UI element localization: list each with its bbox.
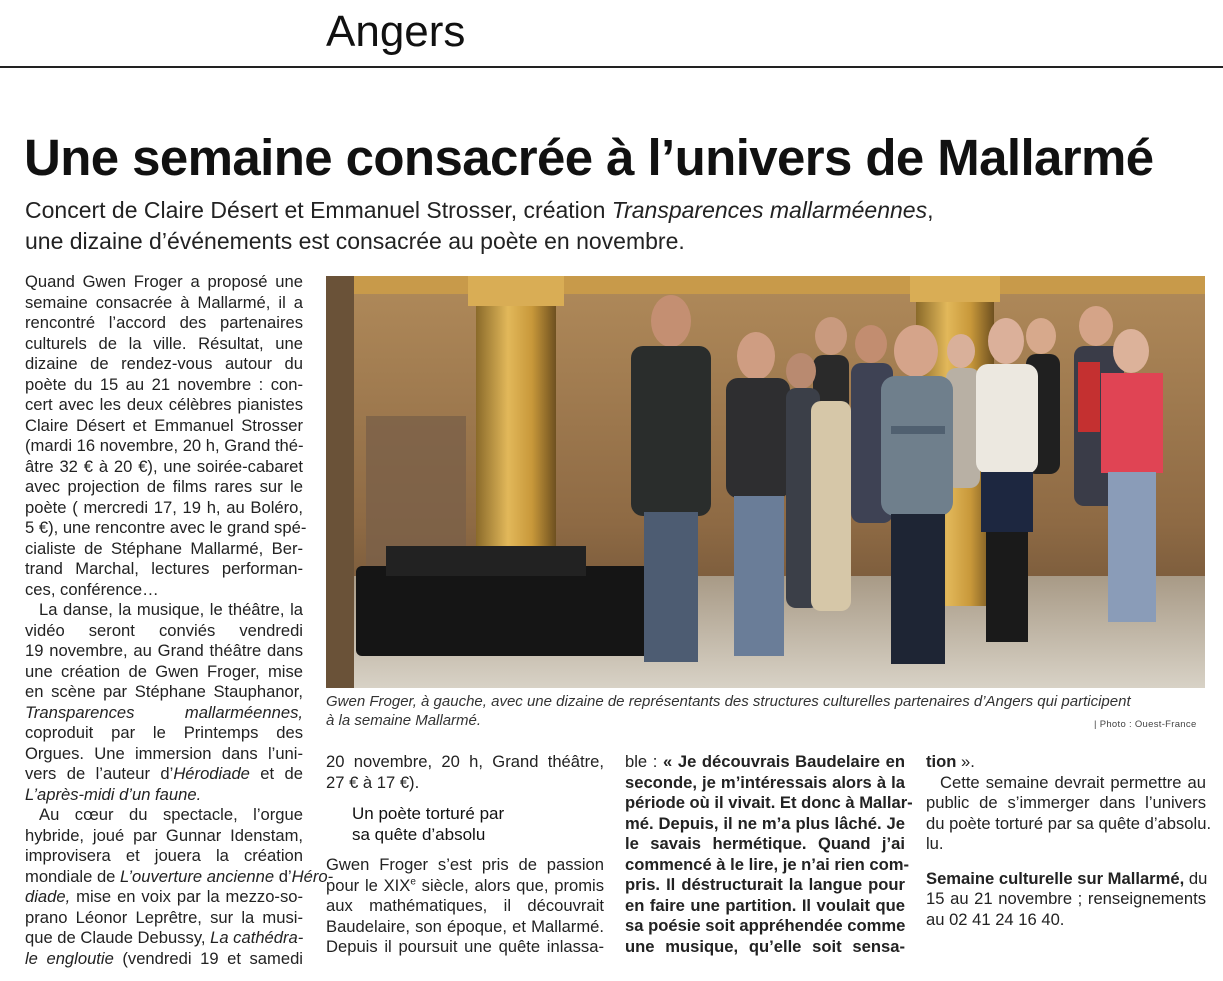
text-line: poète ( mercredi 17, 19 h, au Boléro,: [25, 497, 303, 517]
subhead-line-1: Concert de Claire Désert et Emmanuel Strosser, création Transparences mallarméennes,: [25, 197, 934, 223]
group-photo-illustration: [326, 276, 1205, 688]
text-line: semaine consacrée à Mallarmé, il a: [25, 292, 303, 312]
text-line: L’après-midi d’un faune.: [25, 784, 202, 804]
text-line: culturels de la ville. Résultat, une: [25, 333, 303, 353]
intertitle-line: Un poète torturé par: [352, 804, 505, 823]
caption-line: Gwen Froger, à gauche, avec une dizaine de représentants des structures culturelles partenaires d’Angers qui participent: [326, 693, 1131, 710]
text-line: Quand Gwen Froger a proposé une: [25, 272, 303, 291]
text-line: tion ».: [926, 752, 975, 771]
text-line: (mardi 16 novembre, 20 h, Grand thé-: [25, 436, 304, 455]
text-line: Claire Désert et Emmanuel Strosser: [25, 415, 303, 435]
text-line: La danse, la musique, le théâtre, la: [39, 600, 303, 619]
text-line: prano Léonor Leprêtre, sur la musi-: [25, 907, 303, 927]
text-line: Au cœur du spectacle, l’orgue: [39, 805, 303, 824]
text-line: période où il vivait. Et donc à Mallar-: [625, 793, 913, 812]
article-subhead: [25, 195, 933, 257]
text-line: vers de l’auteur d’Hérodiade et de: [25, 764, 303, 783]
person: [631, 346, 711, 516]
article-column-4: [926, 752, 1212, 930]
text-line: poète du 15 au 21 novembre : con-: [25, 374, 303, 394]
article-headline: Une semaine consacrée à l’univers de Mallarmé: [24, 129, 1154, 186]
piano: [356, 566, 656, 656]
text-line: sa poésie soit appréhendée comme: [625, 916, 906, 935]
photo-caption: [326, 692, 1205, 730]
text-line: âtre 32 € à 20 €), une soirée-cabaret: [25, 456, 303, 476]
text-line: cialiste de Stéphane Mallarmé, Ber-: [25, 538, 303, 558]
text-line: 5 €), une rencontre avec le grand spé-: [25, 518, 307, 537]
photo-credit: | Photo : Ouest-France: [1094, 719, 1197, 730]
text-line: hybride, joué par Gunnar Idenstam,: [25, 825, 303, 845]
text-line: 15 au 21 novembre ; renseignements: [926, 889, 1206, 908]
caption-line: à la semaine Mallarmé.: [326, 712, 482, 729]
text-line: Orgues. Une immersion dans l’uni-: [25, 743, 303, 763]
text-line: pris. Il déstructurait la langue pour: [625, 875, 905, 894]
text-line: une musique, qu’elle soit sensa-: [625, 936, 905, 956]
text-line: diade, mise en voix par la mezzo-so-: [25, 887, 303, 906]
text-line: public de s’immerger dans l’univers: [926, 793, 1206, 812]
text-line: lu.: [926, 834, 944, 853]
text-line: pour le XIXe siècle, alors que, promis: [326, 875, 605, 895]
intertitle-line: sa quête d’absolu: [352, 825, 486, 844]
text-line: vidéo seront conviés vendredi: [25, 620, 303, 640]
text-line: Semaine culturelle sur Mallarmé, du: [926, 868, 1208, 888]
text-line: mé. Depuis, il ne m’a plus lâché. Je: [625, 813, 905, 833]
article-column-3: [625, 752, 913, 957]
text-line: 20 novembre, 20 h, Grand théâtre,: [326, 752, 604, 771]
text-line: que de Claude Debussy, La cathédra-: [25, 928, 304, 947]
text-line: commencé à le lire, je n’ai rien com-: [625, 854, 910, 874]
text-line: une création de Gwen Froger, mise: [25, 661, 303, 681]
text-line: Baudelaire, son époque, et Mallarmé.: [326, 916, 604, 936]
text-line: aux mathématiques, il découvrait: [326, 896, 604, 915]
article-photo: [326, 276, 1205, 688]
text-line: le savais hermétique. Quand j’ai: [625, 834, 905, 853]
subhead-line-2: une dizaine d’événements est consacrée au poète en novembre.: [25, 228, 685, 254]
text-line: rencontré l’accord des partenaires: [25, 313, 303, 332]
text-line: en faire une partition. Il voulait que: [625, 895, 905, 915]
text-line: dizaine de rendez-vous autour du: [25, 354, 303, 373]
text-line: ble : « Je découvrais Baudelaire en: [625, 752, 905, 771]
text-line: seconde, je m’intéressais alors à la: [625, 772, 905, 792]
text-line: Gwen Froger s’est pris de passion: [326, 855, 604, 874]
text-line: coproduit par le Printemps des: [25, 723, 303, 742]
article-column-2: [326, 752, 604, 958]
article-column-1: [25, 272, 334, 969]
text-line: Cette semaine devrait permettre au: [940, 772, 1206, 792]
text-line: Depuis il poursuit une quête inlassa-: [326, 937, 604, 956]
section-title: Angers: [326, 7, 466, 56]
text-line: en scène par Stéphane Stauphanor,: [25, 682, 303, 701]
text-line: cert avec les deux célèbres pianistes: [25, 395, 303, 414]
section-rule: [0, 66, 1223, 68]
text-line: trand Marchal, lectures performan-: [25, 559, 303, 578]
text-line: du poète torturé par sa quête d’absolu.: [926, 813, 1212, 833]
text-line: 27 € à 17 €).: [326, 772, 420, 792]
text-line: avec projection de films rares sur le: [25, 477, 303, 496]
text-line: 19 novembre, au Grand théâtre dans: [25, 641, 303, 660]
text-line: improvisera et jouera la création: [25, 846, 303, 865]
text-line: le engloutie (vendredi 19 et samedi: [25, 948, 303, 968]
text-line: mondiale de L’ouverture ancienne d’Héro-: [25, 866, 334, 886]
text-line: ces, conférence…: [25, 579, 159, 599]
text-line: au 02 41 24 16 40.: [926, 909, 1065, 929]
text-line: Transparences mallarméennes,: [25, 702, 303, 722]
article-intertitle: [352, 803, 604, 845]
